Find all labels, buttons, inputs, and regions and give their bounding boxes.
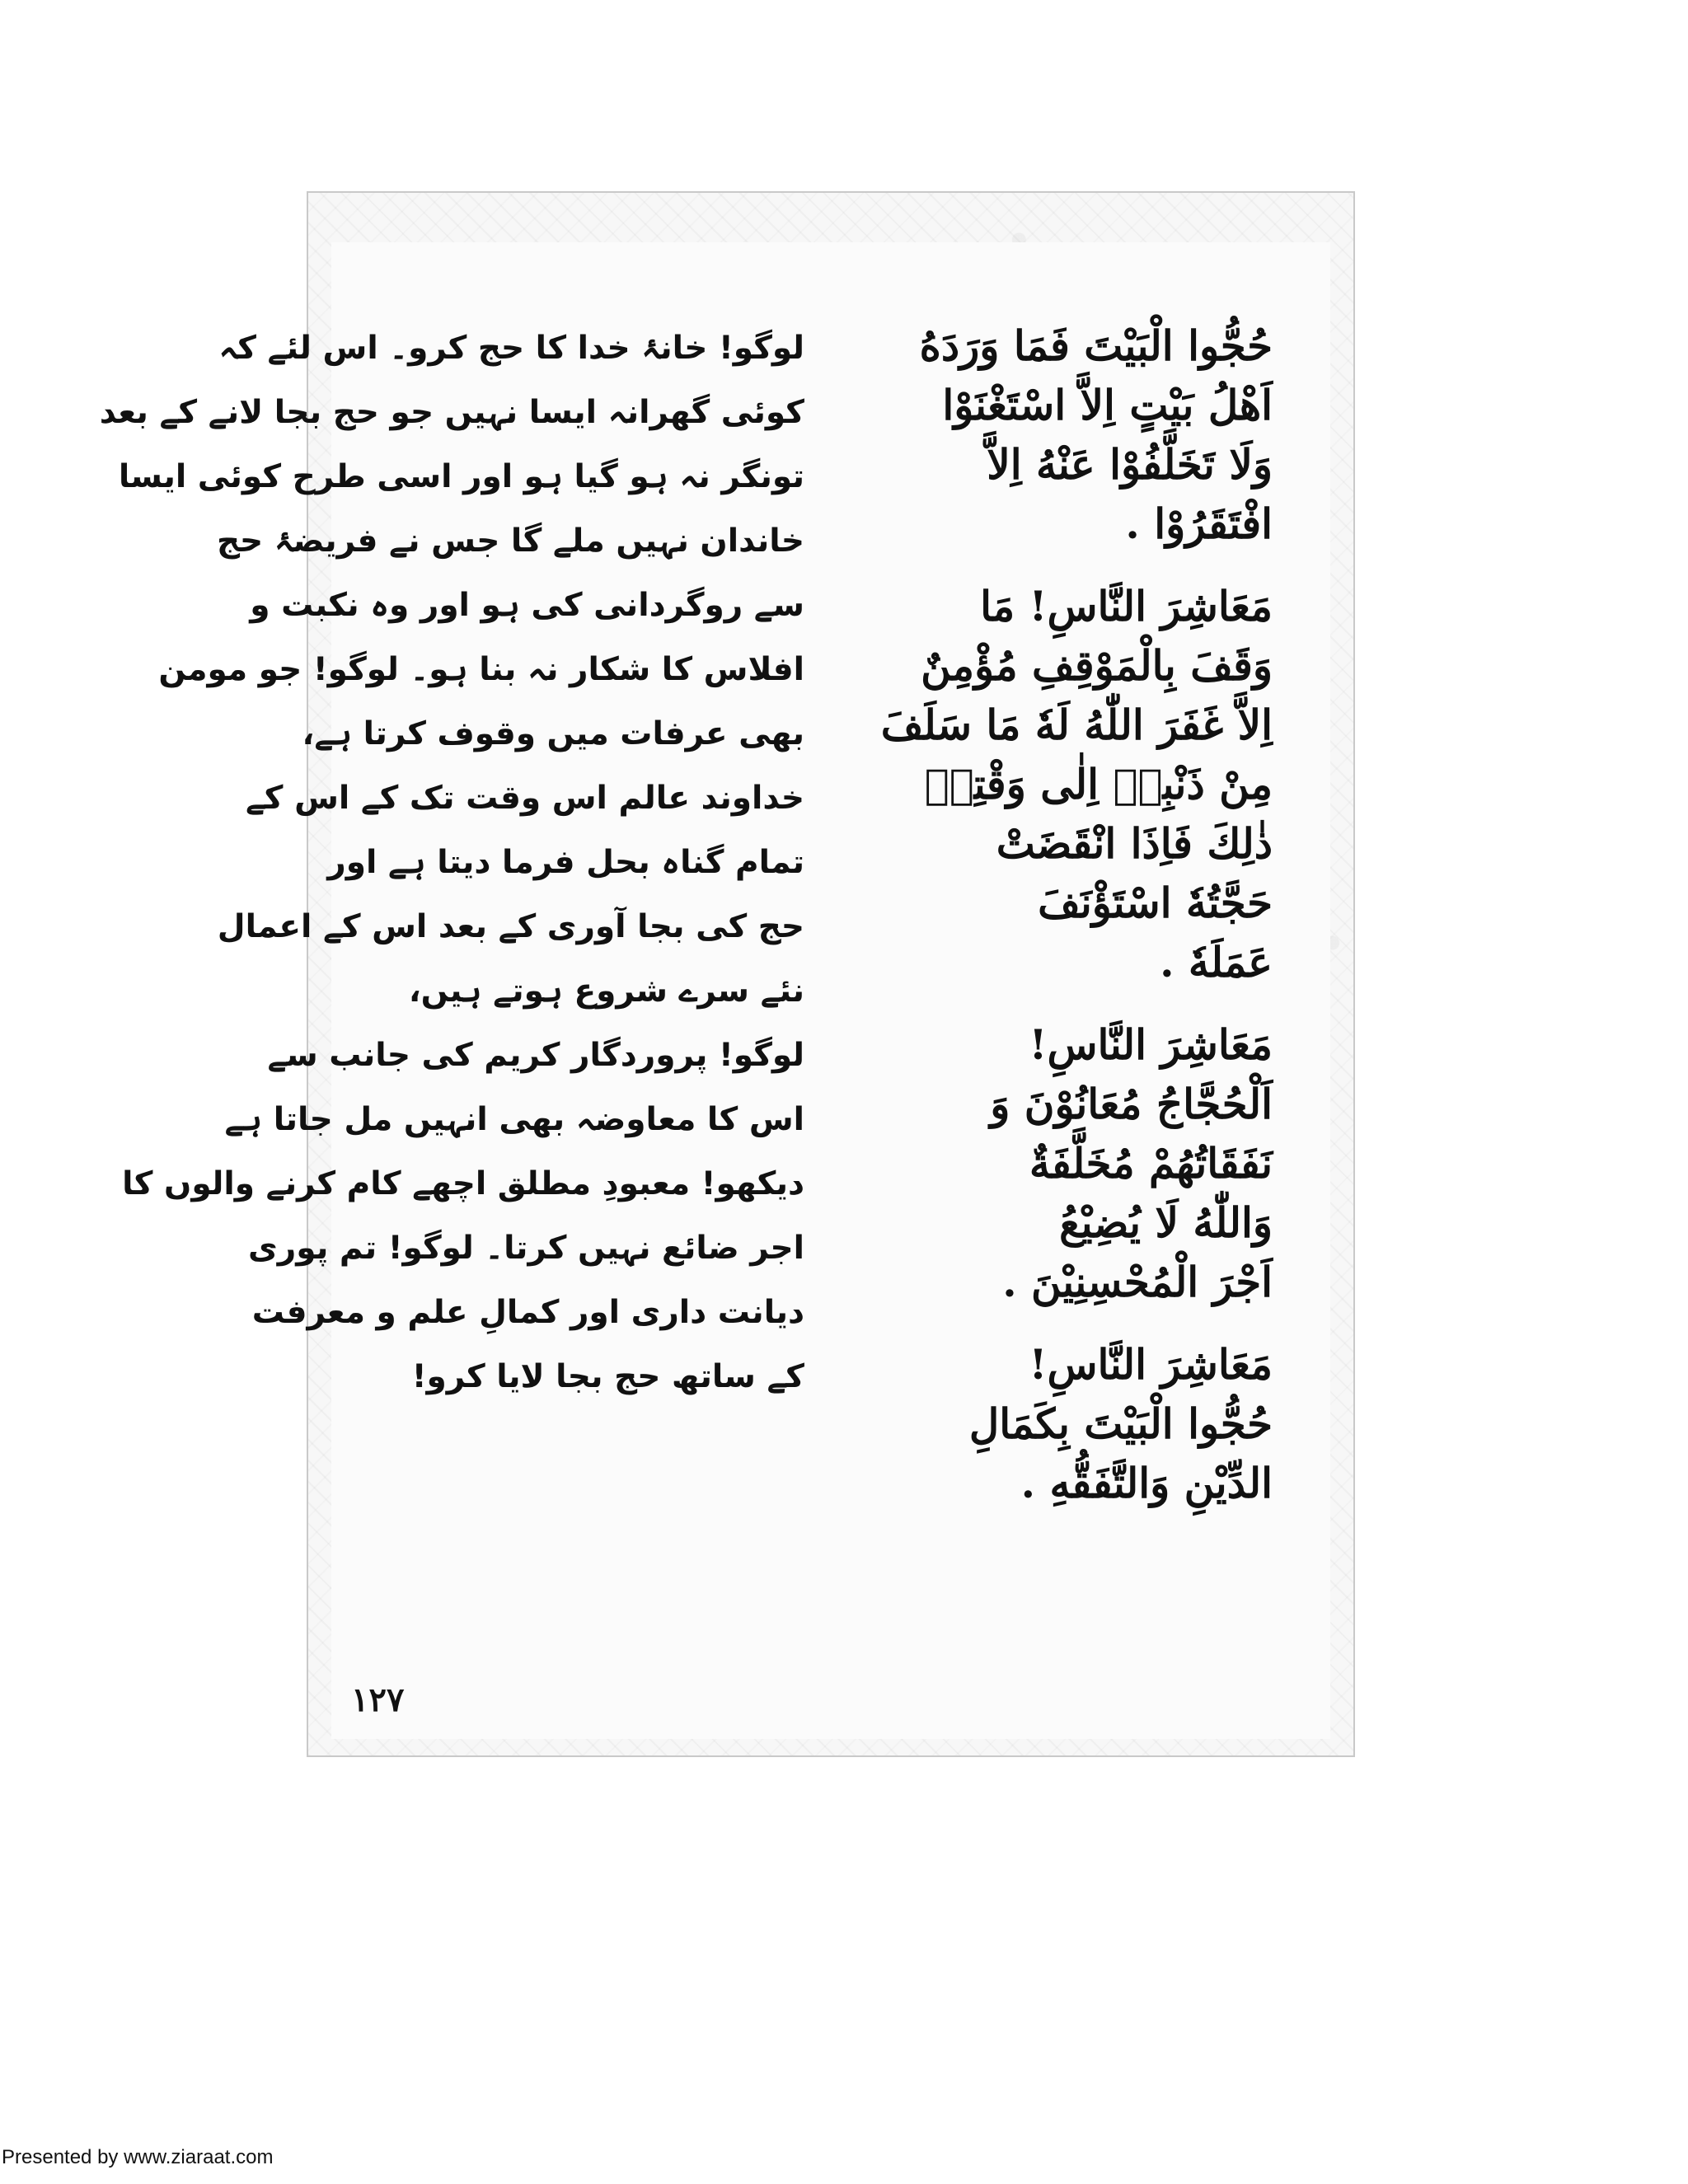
arabic-line: حَجَّتُهٗ اسْتَؤْنَفَ [1038, 879, 1273, 927]
presented-by-footer: Presented by www.ziaraat.com [2, 2146, 274, 2168]
arabic-line: اَهْلُ بَيْتٍ اِلاَّ اسْتَغْنَوْا [942, 381, 1273, 429]
arabic-paragraph [811, 1335, 1273, 1513]
urdu-line: دیانت داری اور کمالِ علم و معرفت [251, 1294, 804, 1331]
urdu-line: کوئی گھرانہ ایسا نہیں جو حج بجا لانے کے بعد [99, 394, 804, 431]
arabic-line: الدِّيْنِ وَالتَّفَقُّهِ . [1020, 1459, 1273, 1507]
urdu-line: بھی عرفات میں وقوف کرتا ہے، [302, 715, 804, 752]
arabic-line: وَلَا تَخَلَّفُوْا عَنْهُ اِلاَّ [987, 440, 1273, 489]
arabic-line: نَفَقَاتُهُمْ مُخَلَّفَةٌ [1029, 1139, 1273, 1188]
urdu-line: خداوند عالم اس وقت تک کے اس کے [245, 780, 804, 817]
urdu-line: نئے سرے شروع ہوتے ہیں، [408, 972, 804, 1010]
arabic-line: ذٰلِكَ فَاِذَا انْقَضَتْ [996, 819, 1273, 868]
arabic-paragraph [811, 1015, 1273, 1312]
urdu-line: لوگو! پروردگار کریم کی جانب سے [267, 1037, 804, 1074]
arabic-line: اَلْحُجَّاجُ مُعَانُوْنَ وَ [990, 1080, 1273, 1128]
urdu-line: اس کا معاوضہ بھی انہیں مل جاتا ہے [224, 1101, 804, 1138]
urdu-line: دیکھو! معبودِ مطلق اچھے کام کرنے والوں کا [122, 1165, 804, 1202]
arabic-line: افْتَقَرُوْا . [1125, 499, 1273, 548]
urdu-line: تمام گناہ بحل فرما دیتا ہے اور [327, 844, 804, 881]
arabic-line: اِلاَّ غَفَرَ اللّٰهُ لَهٗ مَا سَلَفَ [880, 701, 1273, 749]
page-number: ١٢٧ [351, 1680, 405, 1719]
arabic-text-column [811, 316, 1273, 1513]
arabic-paragraph [811, 316, 1273, 554]
urdu-line: خاندان نہیں ملے گا جس نے فریضۂ حج [216, 523, 804, 560]
arabic-paragraph [811, 577, 1273, 992]
arabic-line: وَاللّٰهُ لَا يُضِيْعُ [1059, 1198, 1273, 1247]
urdu-translation-column [99, 316, 804, 1409]
arabic-line: حُجُّوا الْبَيْتَ فَمَا وَرَدَهُ [919, 321, 1273, 370]
book-page-frame [99, 191, 1355, 1757]
arabic-line: وَقَفَ بِالْمَوْقِفِ مُؤْمِنٌ [921, 641, 1273, 690]
arabic-line: حُجُّوا الْبَيْتَ بِكَمَالِ [968, 1399, 1273, 1448]
arabic-line: عَمَلَهٗ . [1160, 938, 1273, 987]
urdu-line: کے ساتھ حج بجا لایا کرو! [411, 1358, 804, 1395]
urdu-line: حج کی بجا آوری کے بعد اس کے اعمال [217, 908, 804, 945]
urdu-line: سے روگردانی کی ہو اور وہ نکبت و [250, 587, 804, 624]
urdu-line: لوگو! خانۂ خدا کا حج کرو۔ اس لئے کہ [218, 330, 804, 367]
arabic-line: مَعَاشِرَ النَّاسِ! [1029, 1020, 1273, 1069]
urdu-line: افلاس کا شکار نہ بنا ہو۔ لوگو! جو مومن [158, 651, 804, 688]
book-page-content [99, 242, 1330, 1739]
arabic-line: اَجْرَ الْمُحْسِنِيْنَ . [1002, 1258, 1273, 1306]
arabic-line: مِنْ ذَنْبِهٖ اِلٰى وَقْتِهٖ [924, 760, 1273, 808]
urdu-line: تونگر نہ ہو گیا ہو اور اسی طرح کوئی ایسا [118, 458, 804, 495]
arabic-line: مَعَاشِرَ النَّاسِ! [1029, 1340, 1273, 1389]
urdu-line: اجر ضائع نہیں کرتا۔ لوگو! تم پوری [248, 1230, 804, 1267]
arabic-line: مَعَاشِرَ النَّاسِ! مَا [980, 582, 1273, 630]
